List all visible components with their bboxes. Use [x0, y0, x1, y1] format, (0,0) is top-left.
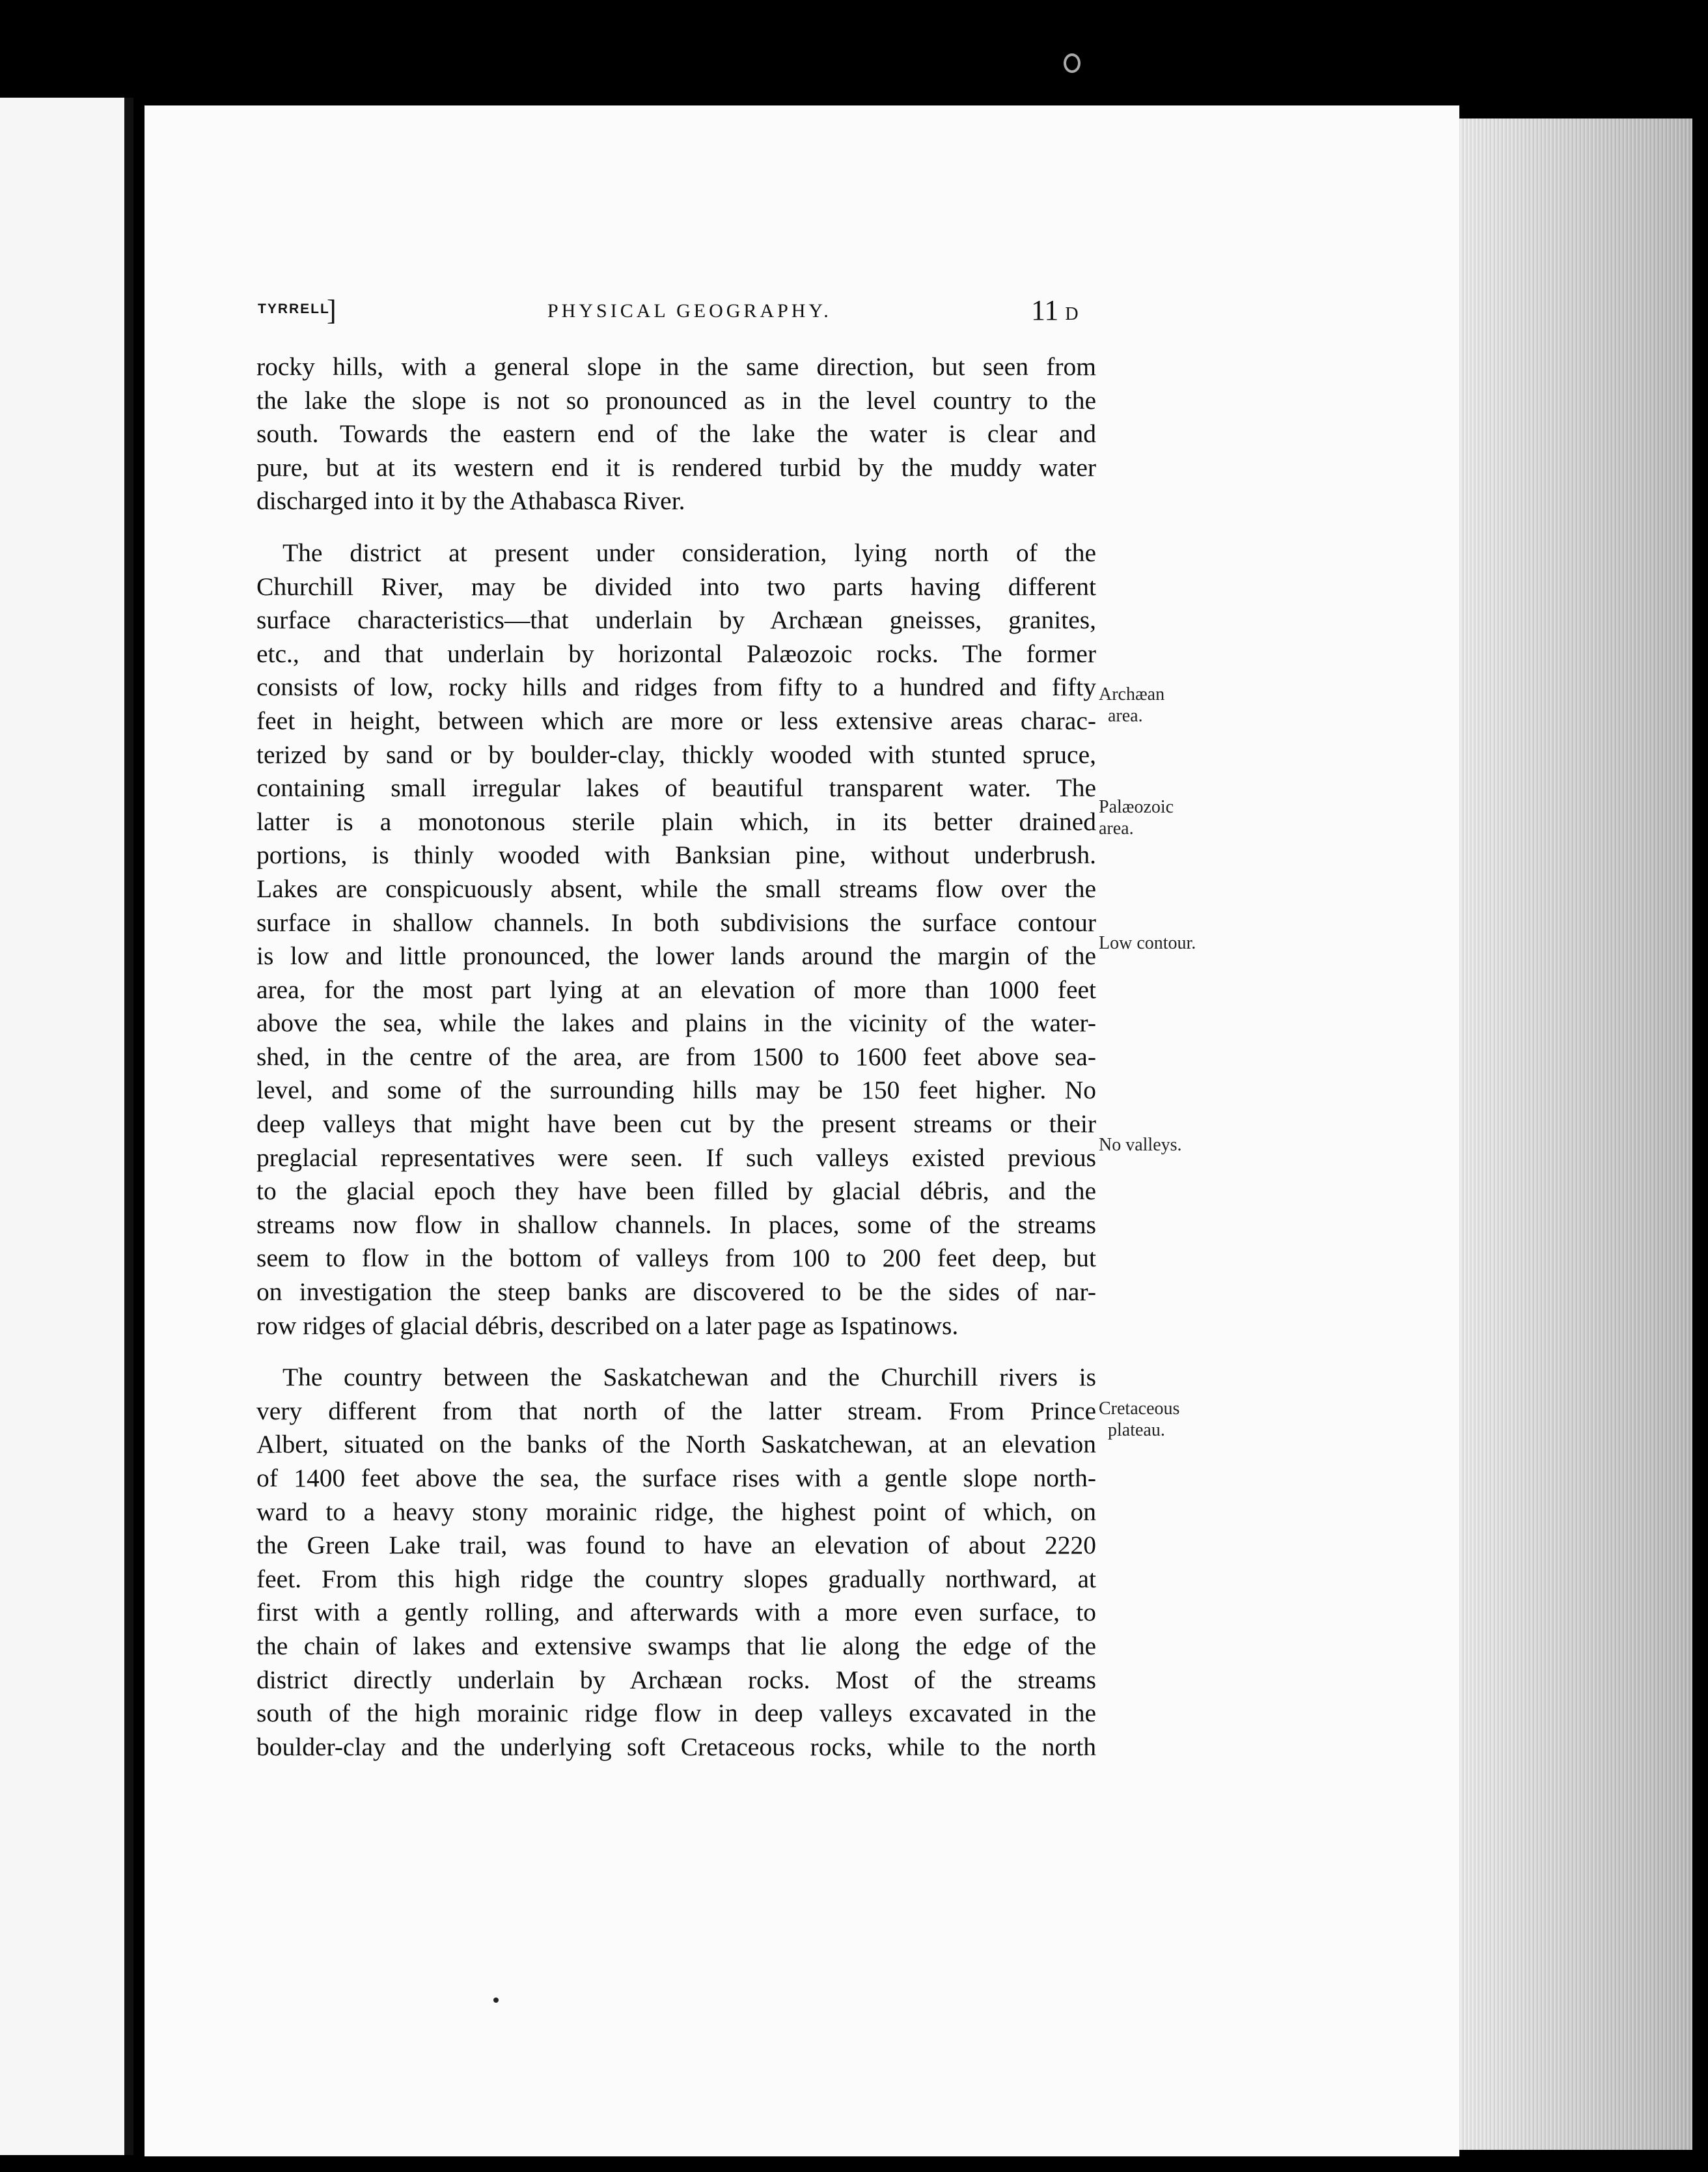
page-number: [1031, 294, 1079, 327]
header-author: TYRRELL: [258, 301, 330, 316]
text-line: the chain of lakes and extensive swamps that lie along the edge of the: [256, 1631, 1096, 1660]
text-line: south of the high morainic ridge flow in deep valleys excavated in the: [256, 1699, 1096, 1728]
margin-note-line: plateau.: [1108, 1420, 1165, 1440]
text-line: south. Towards the eastern end of the lake the water is clear and: [256, 419, 1096, 449]
page-suffix: D: [1065, 304, 1079, 324]
text-line: surface characteristics—that underlain by Archæan gneisses, granites,: [256, 606, 1096, 635]
margin-note-line: No valleys.: [1099, 1135, 1182, 1155]
margin-note-line: Cretaceous: [1099, 1399, 1180, 1419]
text-line: Lakes are conspicuously absent, while the small streams flow over the: [256, 874, 1096, 903]
paragraph: [256, 1361, 1096, 1764]
text-line: on investigation the steep banks are discovered to be the sides of nar-: [256, 1277, 1096, 1307]
text-line: containing small irregular lakes of beautiful transparent water. The: [256, 773, 1096, 803]
margin-note-cretaceous: [1099, 1398, 1179, 1441]
margin-note-line: Low contour.: [1099, 933, 1196, 953]
text-line: level, and some of the surrounding hills may be 150 feet higher. No: [256, 1076, 1096, 1105]
paragraph: [256, 350, 1096, 518]
paragraph: [256, 536, 1096, 1343]
text-line: rocky hills, with a general slope in the same direction, but seen from: [256, 352, 1096, 381]
text-line: pure, but at its western end it is rendered turbid by the muddy water: [256, 452, 1096, 482]
page-number-value: 11: [1031, 294, 1059, 326]
text-line: streams now flow in shallow channels. In places, some of the streams: [256, 1210, 1096, 1239]
body-text: [256, 350, 1096, 1764]
text-line: is low and little pronounced, the lower lands around the margin of the: [256, 941, 1096, 971]
text-line: The district at present under consideration, lying north of the: [282, 538, 1096, 567]
film-speck: [1064, 53, 1081, 73]
text-line: latter is a monotonous sterile plain which, in its better drained: [256, 807, 1096, 836]
text-line: the lake the slope is not so pronounced as in the level country to the: [256, 385, 1096, 415]
text-line: Albert, situated on the banks of the North Saskatchewan, at an elevation: [256, 1430, 1096, 1459]
margin-note-line: area.: [1108, 706, 1143, 726]
text-line: discharged into it by the Athabasca River.: [256, 486, 685, 516]
text-line: district directly underlain by Archæan rocks. Most of the streams: [256, 1665, 1096, 1694]
ink-speck: [493, 1998, 499, 2003]
text-line: shed, in the centre of the area, are from 1500 to 1600 feet above sea-: [256, 1042, 1096, 1071]
text-line: of 1400 feet above the sea, the surface rises with a gentle slope north-: [256, 1464, 1096, 1492]
text-line: very different from that north of the latter stream. From Prince: [256, 1396, 1096, 1425]
text-line: terized by sand or by boulder-clay, thickly wooded with stunted spruce,: [256, 740, 1096, 769]
running-header: [258, 296, 1091, 329]
text-line: feet in height, between which are more or less extensive areas charac-: [256, 706, 1096, 735]
text-line: the Green Lake trail, was found to have an elevation of about 2220: [256, 1531, 1096, 1560]
margin-note-line: area.: [1099, 818, 1134, 839]
margin-note-line: Archæan: [1099, 684, 1165, 704]
header-bracket: ]: [327, 294, 337, 326]
margin-note-archaean: [1099, 684, 1164, 727]
text-line: preglacial representatives were seen. If such valleys existed previous: [256, 1143, 1096, 1172]
text-line: surface in shallow channels. In both subdivisions the surface contour: [256, 908, 1096, 937]
text-line: ward to a heavy stony morainic ridge, the highest point of which, on: [256, 1497, 1096, 1526]
text-line: boulder-clay and the underlying soft Cretaceous rocks, while to the north: [256, 1732, 1096, 1761]
text-line: area, for the most part lying at an elevation of more than 1000 feet: [256, 975, 1096, 1004]
text-line: The country between the Saskatchewan and the Churchill rivers is: [282, 1363, 1096, 1392]
facing-page-edge: [0, 98, 133, 2155]
margin-note-line: Palæozoic: [1099, 797, 1174, 817]
text-line: above the sea, while the lakes and plains in the vicinity of the water-: [256, 1009, 1096, 1038]
text-line: first with a gently rolling, and afterwards with a more even surface, to: [256, 1598, 1096, 1627]
text-line: deep valleys that might have been cut by the present streams or their: [256, 1109, 1096, 1139]
text-line: Churchill River, may be divided into two parts having different: [256, 572, 1096, 601]
text-line: feet. From this high ridge the country slopes gradually northward, at: [256, 1564, 1096, 1593]
text-line: to the glacial epoch they have been filled by glacial débris, and the: [256, 1176, 1096, 1206]
margin-note-no-valleys: [1099, 1134, 1182, 1156]
text-line: portions, is thinly wooded with Banksian pine, without underbrush.: [256, 841, 1096, 870]
text-line: seem to flow in the bottom of valleys from 100 to 200 feet deep, but: [256, 1244, 1096, 1273]
text-line: consists of low, rocky hills and ridges from fifty to a hundred and fifty: [256, 673, 1096, 702]
header-title: PHYSICAL GEOGRAPHY.: [547, 300, 832, 322]
text-line: row ridges of glacial débris, described on a later page as Ispatinows.: [256, 1311, 959, 1340]
margin-note-palaeozoic: [1099, 796, 1174, 839]
margin-note-low-contour: [1099, 932, 1196, 954]
text-line: etc., and that underlain by horizontal Palæozoic rocks. The former: [256, 639, 1096, 668]
